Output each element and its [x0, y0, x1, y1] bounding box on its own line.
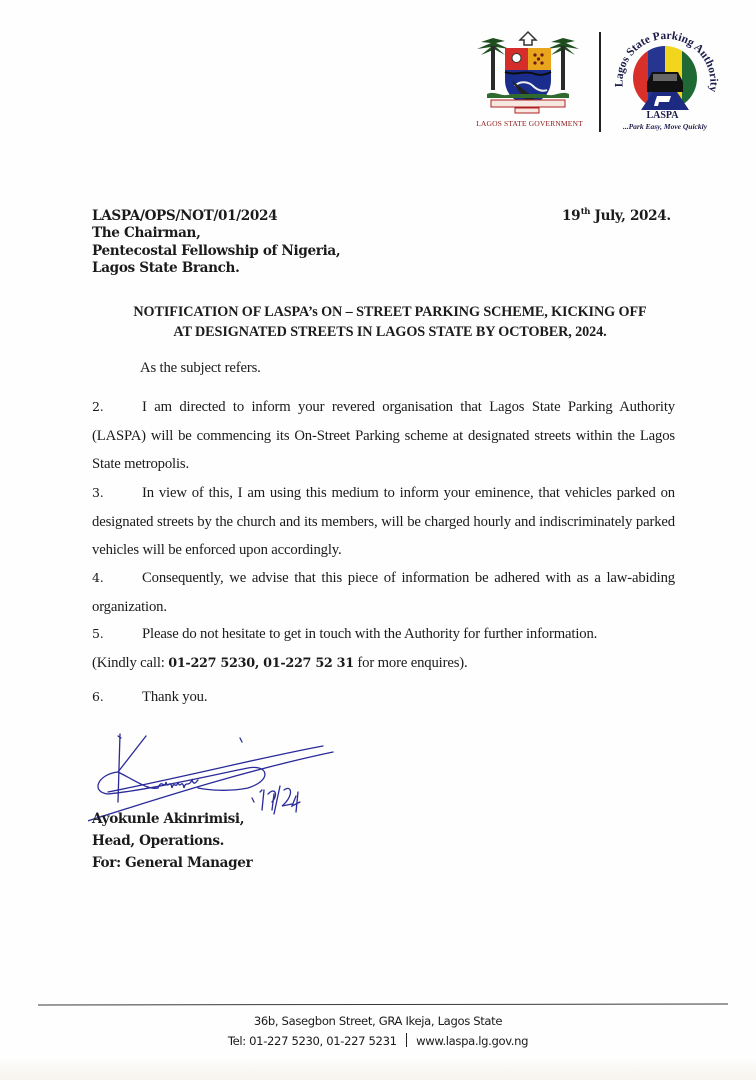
paragraph-5 [92, 620, 675, 678]
recipient-line: Pentecostal Fellowship of Nigeria, [92, 242, 341, 259]
paragraph-text: I am directed to inform your revered organisation that Lagos State Parking Authority (LASPA) will be commencing its On-Street Parking scheme at designated streets within the Lagos State metropolis. [92, 399, 675, 472]
paragraph-number: 5. [92, 626, 104, 641]
svg-text:Lagos State Parking Authority: Lagos State Parking Authority [613, 29, 720, 93]
paragraph-4 [92, 564, 675, 621]
paragraph-number: 3. [92, 485, 104, 500]
contact-prefix: (Kindly call: [92, 654, 169, 671]
paragraph-text: Thank you. [142, 689, 208, 705]
paragraph-2 [92, 393, 675, 479]
subject-line: AT DESIGNATED STREETS IN LAGOS STATE BY OCTOBER, 2024. [173, 323, 607, 340]
paragraph-number: 6. [92, 689, 104, 704]
subject-line: NOTIFICATION OF LASPA’s ON – STREET PARKING SCHEME, KICKING OFF [133, 304, 647, 320]
recipient-line: The Chairman, [92, 225, 201, 242]
footer-divider [38, 1004, 728, 1006]
laspa-tagline: ...Park Easy, Move Quickly [622, 122, 708, 131]
paragraph-3 [92, 479, 675, 565]
address-block [92, 208, 340, 278]
footer-address: 36b, Sasegbon Street, GRA Ikeja, Lagos State [253, 1014, 503, 1028]
lagos-government-caption: LAGOS STATE GOVERNMENT [476, 119, 583, 128]
paragraph-number: 4. [92, 570, 104, 585]
logo-divider [599, 32, 601, 132]
letter-date [562, 207, 671, 224]
footer-separator [406, 1033, 408, 1047]
letterhead [465, 28, 725, 136]
signatory-name: Ayokunle Akinrimisi, [92, 811, 245, 827]
letter-footer [0, 1012, 756, 1051]
laspa-title: LASPA [646, 110, 679, 121]
date-rest: July, 2024. [590, 208, 671, 224]
signatory-title: Head, Operations. [92, 833, 225, 849]
paragraph-text: In view of this, I am using this medium to inform your eminence, that vehicles parked on designated streets by the church and its members, will be charged hourly and indiscriminately parked vehicles will be enforced upon accordingly. [92, 485, 675, 558]
paragraph-number: 2. [92, 399, 104, 414]
paragraph-text: Please do not hesitate to get in touch with the Authority for further information. [142, 626, 598, 642]
date-day: 19 [562, 208, 581, 224]
footer-tel: Tel: 01-227 5230, 01-227 5231 [227, 1033, 397, 1048]
intro-line: As the subject refers. [140, 360, 261, 376]
lagos-state-coat-of-arms-icon [465, 28, 590, 133]
page-edge-shadow [0, 1058, 756, 1080]
signatory-block [92, 808, 252, 874]
date-suffix: th [580, 207, 591, 217]
reference-number: LASPA/OPS/NOT/01/2024 [92, 208, 278, 224]
letter-subject [90, 303, 690, 342]
contact-phones: 01-227 5230, 01-227 52 31 [168, 655, 354, 671]
signatory-for: For: General Manager [92, 855, 253, 871]
recipient-line: Lagos State Branch. [92, 260, 240, 277]
paragraph-6 [92, 683, 675, 712]
paragraph-text: Consequently, we advise that this piece of information be adhered with as a law-abiding organization. [92, 570, 675, 615]
footer-website[interactable]: www.laspa.lg.gov.ng [416, 1033, 529, 1048]
contact-suffix: for more enquires). [353, 654, 468, 671]
footer-contact [0, 1032, 756, 1052]
